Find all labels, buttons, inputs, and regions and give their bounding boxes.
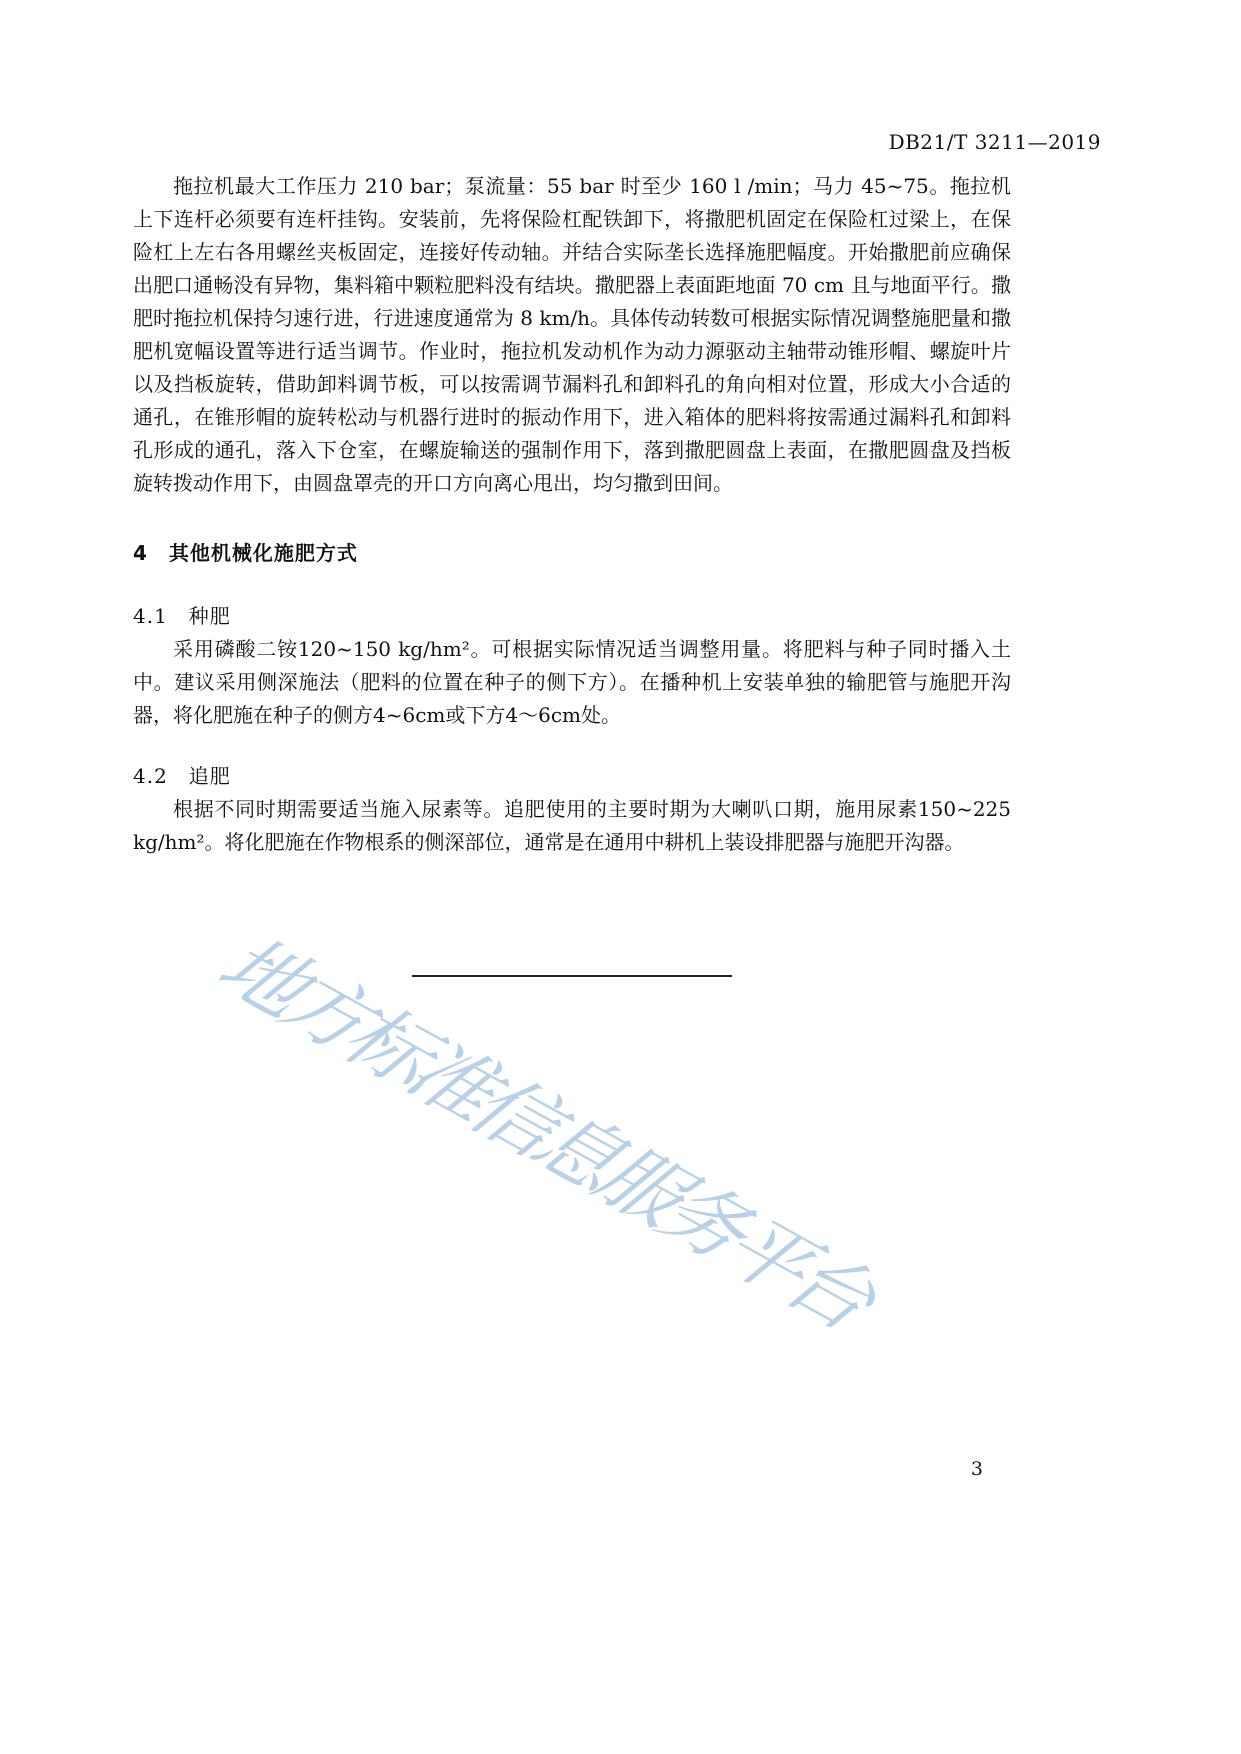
page-header	[133, 130, 1101, 154]
section-4-1-body: 采用磷酸二铵120~150 kg/hm²。可根据实际情况适当调整用量。将肥料与种子同时播入土中。建议采用侧深施法（肥料的位置在种子的侧下方）。在播种机上安装单独的输肥管与施肥开沟器，将化肥施在种子的侧方4~6cm或下方4～6cm处。	[133, 637, 1011, 727]
section-4-2-heading: 4.2 追肥	[133, 764, 231, 788]
document-body	[133, 170, 1011, 977]
standard-number: DB21/T 3211—2019	[888, 130, 1101, 154]
page-number: 3	[970, 1458, 983, 1480]
end-of-document-divider	[412, 975, 732, 977]
section-4-heading: 4 其他机械化施肥方式	[133, 541, 358, 565]
section-4-1-heading: 4.1 种肥	[133, 604, 231, 628]
watermark-text: 地方标准信息服务平台	[200, 919, 887, 1344]
intro-paragraph: 拖拉机最大工作压力 210 bar；泵流量：55 bar 时至少 160 l /min；马力 45~75。拖拉机上下连杆必须要有连杆挂钩。安装前，先将保险杠配铁卸下，将撒肥机固定在保险杠过梁上，在保险杠上左右各用螺丝夹板固定，连接好传动轴。并结合实际垄长选择施肥幅度。开始撒肥前应确保出肥口通畅没有异物，集料箱中颗粒肥料没有结块。撒肥器上表面距地面 70 cm 且与地面平行。撒肥时拖拉机保持匀速行进，行进速度通常为 8 km/h。具体传动转数可根据实际情况调整施肥量和撒肥机宽幅设置等进行适当调节。作业时，拖拉机发动机作为动力源驱动主轴带动锥形帽、螺旋叶片以及挡板旋转，借助卸料调节板，可以按需调节漏料孔和卸料孔的角向相对位置，形成大小合适的通孔，在锥形帽的旋转松动与机器行进时的振动作用下，进入箱体的肥料将按需通过漏料孔和卸料孔形成的通孔，落入下仓室，在螺旋输送的强制作用下，落到撒肥圆盘上表面，在撒肥圆盘及挡板旋转拨动作用下，由圆盘罩壳的开口方向离心甩出，均匀撒到田间。	[133, 174, 1011, 495]
section-4-2-body: 根据不同时期需要适当施入尿素等。追肥使用的主要时期为大喇叭口期，施用尿素150~225 kg/hm²。将化肥施在作物根系的侧深部位，通常是在通用中耕机上装设排肥器与施肥开沟器。	[133, 797, 1011, 854]
